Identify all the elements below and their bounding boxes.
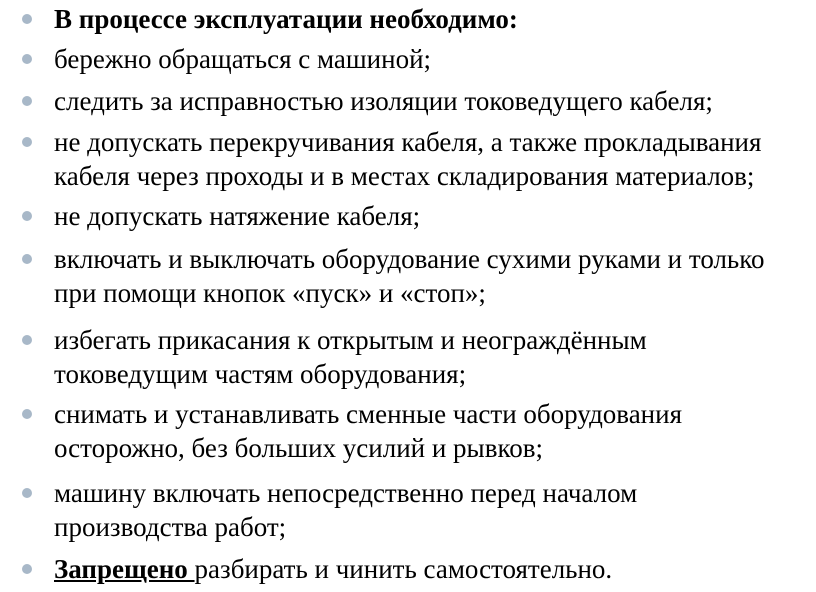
- bullet-icon: [22, 54, 32, 64]
- list-item-text: машину включать непосредственно перед началом: [54, 478, 638, 508]
- list-item-heading: [54, 2, 806, 36]
- list-item: [54, 199, 806, 233]
- list-item: [54, 84, 806, 118]
- list-item-text: при помощи кнопок «пуск» и «стоп»;: [54, 278, 486, 308]
- list-item: [54, 476, 806, 544]
- list-item-text: не допускать перекручивания кабеля, а также прокладывания: [54, 127, 762, 157]
- list-item-prohibited: [54, 552, 806, 586]
- prohibited-text: разбирать и чинить самостоятельно.: [194, 554, 613, 584]
- bullet-icon: [22, 488, 32, 498]
- bullet-icon: [22, 211, 32, 221]
- bullet-icon: [22, 254, 32, 264]
- bullet-icon: [22, 137, 32, 147]
- list-item-text: кабеля через проходы и в местах складирования материалов;: [54, 161, 755, 191]
- list-item-text: включать и выключать оборудование сухими руками и только: [54, 244, 765, 274]
- list-item-text: осторожно, без больших усилий и рывков;: [54, 433, 543, 463]
- list-item: [54, 397, 806, 465]
- list-item: [54, 323, 806, 391]
- list-item: [54, 42, 806, 76]
- prohibited-emphasis: Запрещено: [54, 554, 195, 584]
- list-item-text: бережно обращаться с машиной;: [54, 44, 432, 74]
- bullet-icon: [22, 14, 32, 24]
- prohibited-line: [54, 552, 806, 586]
- list-item-text: производства работ;: [54, 512, 287, 542]
- bullet-icon: [22, 409, 32, 419]
- bullet-icon: [22, 335, 32, 345]
- list-item-text: не допускать натяжение кабеля;: [54, 201, 421, 231]
- bullet-icon: [22, 96, 32, 106]
- list-item-text: следить за исправностью изоляции токоведущего кабеля;: [54, 86, 713, 116]
- list-item-text: снимать и устанавливать сменные части оборудования: [54, 399, 683, 429]
- list-item-text: избегать прикасания к открытым и неограждённым: [54, 325, 647, 355]
- list-item: [54, 125, 806, 193]
- bullet-icon: [22, 564, 32, 574]
- heading-text: В процессе эксплуатации необходимо:: [54, 4, 518, 34]
- list-item-text: токоведущим частям оборудования;: [54, 359, 467, 389]
- list-item: [54, 242, 806, 310]
